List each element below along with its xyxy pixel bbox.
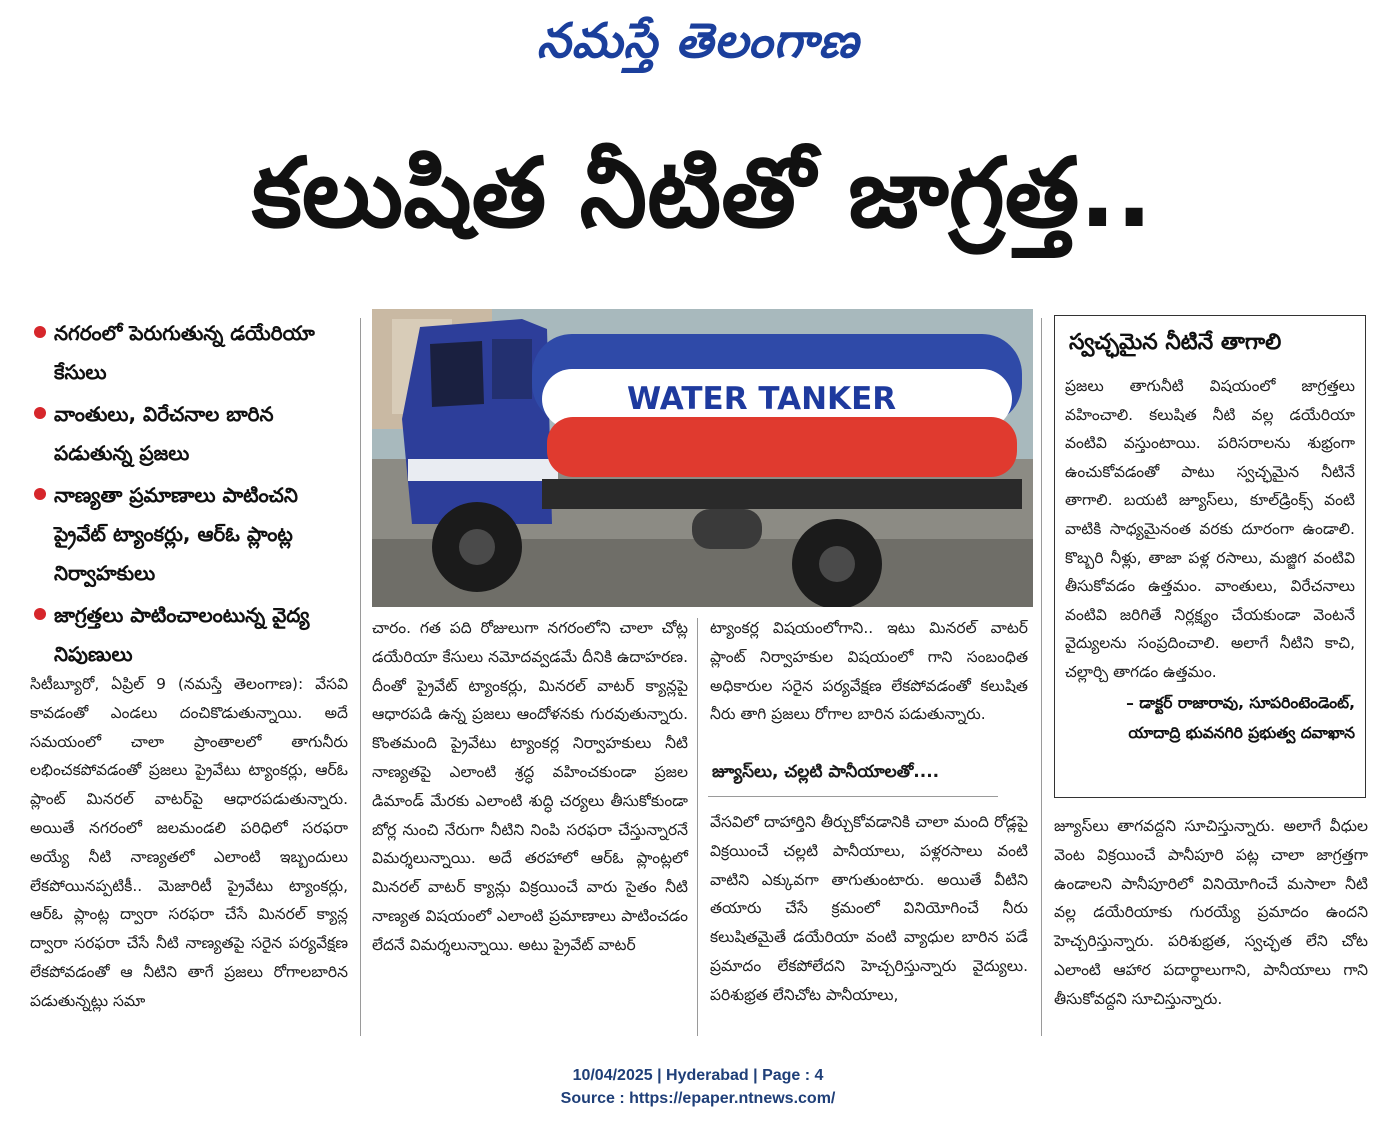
masthead-logo: నమస్తే తెలంగాణ (536, 13, 860, 69)
highlight-item: నగరంలో పెరుగుతున్న డయేరియా కేసులు (28, 314, 348, 392)
article-column-4: జ్యూస్‌లు తాగవద్దని సూచిస్తున్నారు. అలాగే వీధుల వెంట విక్రయించే పానీపూరి పట్ల చాలా జాగ్రత్తగా ఉండాలని పానీపూరిలో వినియోగించే మసాలా నీటి వల్ల డయేరియాకు గురయ్యే ప్రమాదం ఉందని హెచ్చరిస్తున్నారు. పరిశుభ్రత, స్వచ్ఛత లేని చోట ఎలాంటి ఆహార పదార్థాలుగాని, పానీయాలు గాని తీసుకోవద్దని సూచిస్తున్నారు. (1054, 817, 1368, 1008)
box-signature: – డాక్టర్ రాజారావు, సూపరింటెండెంట్, (1126, 693, 1355, 712)
footer-source-link[interactable]: Source : https://epaper.ntnews.com/ (560, 1090, 836, 1107)
footer-date-line: 10/04/2025 | Hyderabad | Page : 4 (572, 1067, 824, 1084)
water-tanker-photo (372, 309, 1033, 607)
column-divider (1041, 318, 1042, 1036)
highlight-item: వాంతులు, విరేచనాల బారిన పడుతున్న ప్రజలు (28, 395, 348, 473)
water-tanker-illustration (372, 309, 1033, 607)
subhead-rule (708, 796, 998, 797)
article-column-3-top: ట్యాంకర్ల విషయంలోగాని.. ఇటు మినరల్ వాటర్ ప్లాంట్ నిర్వాహకుల విషయంలో గాని సంబంధిత అధికారుల సరైన పర్యవేక్షణ లేకపోవడంతో కలుషిత నీరు తాగి ప్రజలు రోగాల బారిన పడుతున్నారు. (710, 619, 1028, 724)
bullet-dot-icon (34, 488, 46, 500)
bullet-dot-icon (34, 608, 46, 620)
column-divider (360, 318, 361, 1036)
highlight-item: జాగ్రత్తలు పాటించాలంటున్న వైద్య నిపుణులు (28, 596, 348, 674)
article-column-1: సిటీబ్యూరో, ఏప్రిల్ 9 (నమస్తే తెలంగాణ): వేసవి కావడంతో ఎండలు దంచికొడుతున్నాయి. అదే సమయంలో చాలా ప్రాంతాలలో తాగునీరు లభించకపోవడంతో ప్రజలు ప్రైవేటు ట్యాంకర్లు, ఆర్ఓ ప్లాంట్ మినరల్ వాటర్‌పై ఆధారపడుతున్నారు. అయితే నగరంలో జలమండలి పరిధిలో సరఫరా అయ్యే నీటి నాణ్యతలో ఎలాంటి ఇబ్బందులు లేకపోయినప్పటికీ.. మెజారిటీ ప్రైవేటు ట్యాంకర్లు, ఆర్ఓ ప్లాంట్ల ద్వారా సరఫరా చేసే మినరల్ క్యాన్ల ద్వారా సరఫరా చేసే నీటి నాణ్యతపై సరైన పర్యవేక్షణ లేకపోవడంతో ఆ నీటిని తాగే ప్రజలు రోగాలబారిన పడుతున్నట్లు సమా (30, 675, 348, 1010)
article-column-2: చారం. గత పది రోజులుగా నగరంలోని చాలా చోట్ల డయేరియా కేసులు నమోదవ్వడమే దీనికి ఉదాహరణ. దీంతో ప్రైవేట్ ట్యాంకర్లు, మినరల్ వాటర్ క్యాన్లపై ఆధారపడి ఉన్న ప్రజలు ఆందోళనకు గురవుతున్నారు. కొంతమంది ప్రైవేటు ట్యాంకర్ల నిర్వాహకులు నీటి నాణ్యతపై ఎలాంటి శ్రద్ధ వహించకుండా ప్రజల డిమాండ్ మేరకు ఎలాంటి శుద్ధి చర్యలు తీసుకోకుండా బోర్ల నుంచి నేరుగా నీటిని నింపి సరఫరా చేస్తున్నారనే విమర్శలున్నాయి. అదే తరహాలో ఆర్ఓ ప్లాంట్లలో మినరల్ వాటర్ క్యాన్లు విక్రయించే వారు సైతం నీటి నాణ్యత విషయంలో ఎలాంటి ప్రమాణాలు పాటించడం లేదనే విమర్శలున్నాయి. అటు ప్రైవేట్ వాటర్ (372, 619, 688, 954)
box-title: స్వచ్ఛమైన నీటినే తాగాలి (1069, 330, 1282, 355)
article-column-3-bottom: వేసవిలో దాహార్తిని తీర్చుకోవడానికి చాలా మంది రోడ్లపై విక్రయించే చల్లటి పానీయాలు, పళ్లరసాలు వంటి వాటిని ఎక్కువగా తాగుతుంటారు. అయితే వీటిని తయారు చేసే క్రమంలో వినియోగించే నీరు కలుషితమైతే డయేరియా వంటి వ్యాధుల బారిన పడే ప్రమాదం లేకపోలేదని హెచ్చరిస్తున్నారు వైద్యులు. పరిశుభ్రత లేనిచోట పానీయాలు, (710, 813, 1028, 1004)
highlight-item: నాణ్యతా ప్రమాణాలు పాటించని ప్రైవేట్ ట్యాంకర్లు, ఆర్ఓ ప్లాంట్ల నిర్వాహకులు (28, 476, 348, 593)
highlights-list (28, 314, 348, 677)
column-divider (697, 618, 698, 1036)
tanker-label: WATER TANKER (627, 381, 897, 417)
bullet-dot-icon (34, 407, 46, 419)
sub-heading: జ్యూస్‌లు, చల్లటి పానీయాలతో.... (712, 762, 940, 782)
expert-quote-box (1054, 315, 1366, 798)
headline: కలుషిత నీటితో జాగ్రత్త.. (251, 137, 1153, 249)
box-signature-affiliation: యాదాద్రి భువనగిరి ప్రభుత్వ దవాఖాన (1128, 723, 1355, 742)
bullet-dot-icon (34, 326, 46, 338)
box-body: ప్రజలు తాగునీటి విషయంలో జాగ్రత్తలు వహించాలి. కలుషిత నీటి వల్ల డయేరియా వంటివి వస్తుంటాయి. పరిసరాలను శుభ్రంగా ఉంచుకోవడంతో పాటు స్వచ్ఛమైన నీటినే తాగాలి. బయటి జ్యూస్‌లు, కూల్‌డ్రింక్స్ వంటి వాటికి సాధ్యమైనంత వరకు దూరంగా ఉండాలి. కొబ్బరి నీళ్లు, తాజా పళ్ల రసాలు, మజ్జిగ వంటివి తీసుకోవడం ఉత్తమం. వాంతులు, విరేచనాలు వంటివి జరిగితే నిర్లక్ష్యం చేయకుండా వెంటనే వైద్యులను సంప్రదించాలి. అలాగే నీటిని కాచి, చల్లార్చి తాగడం ఉత్తమం. (1065, 377, 1355, 681)
page-footer (0, 1064, 1396, 1110)
